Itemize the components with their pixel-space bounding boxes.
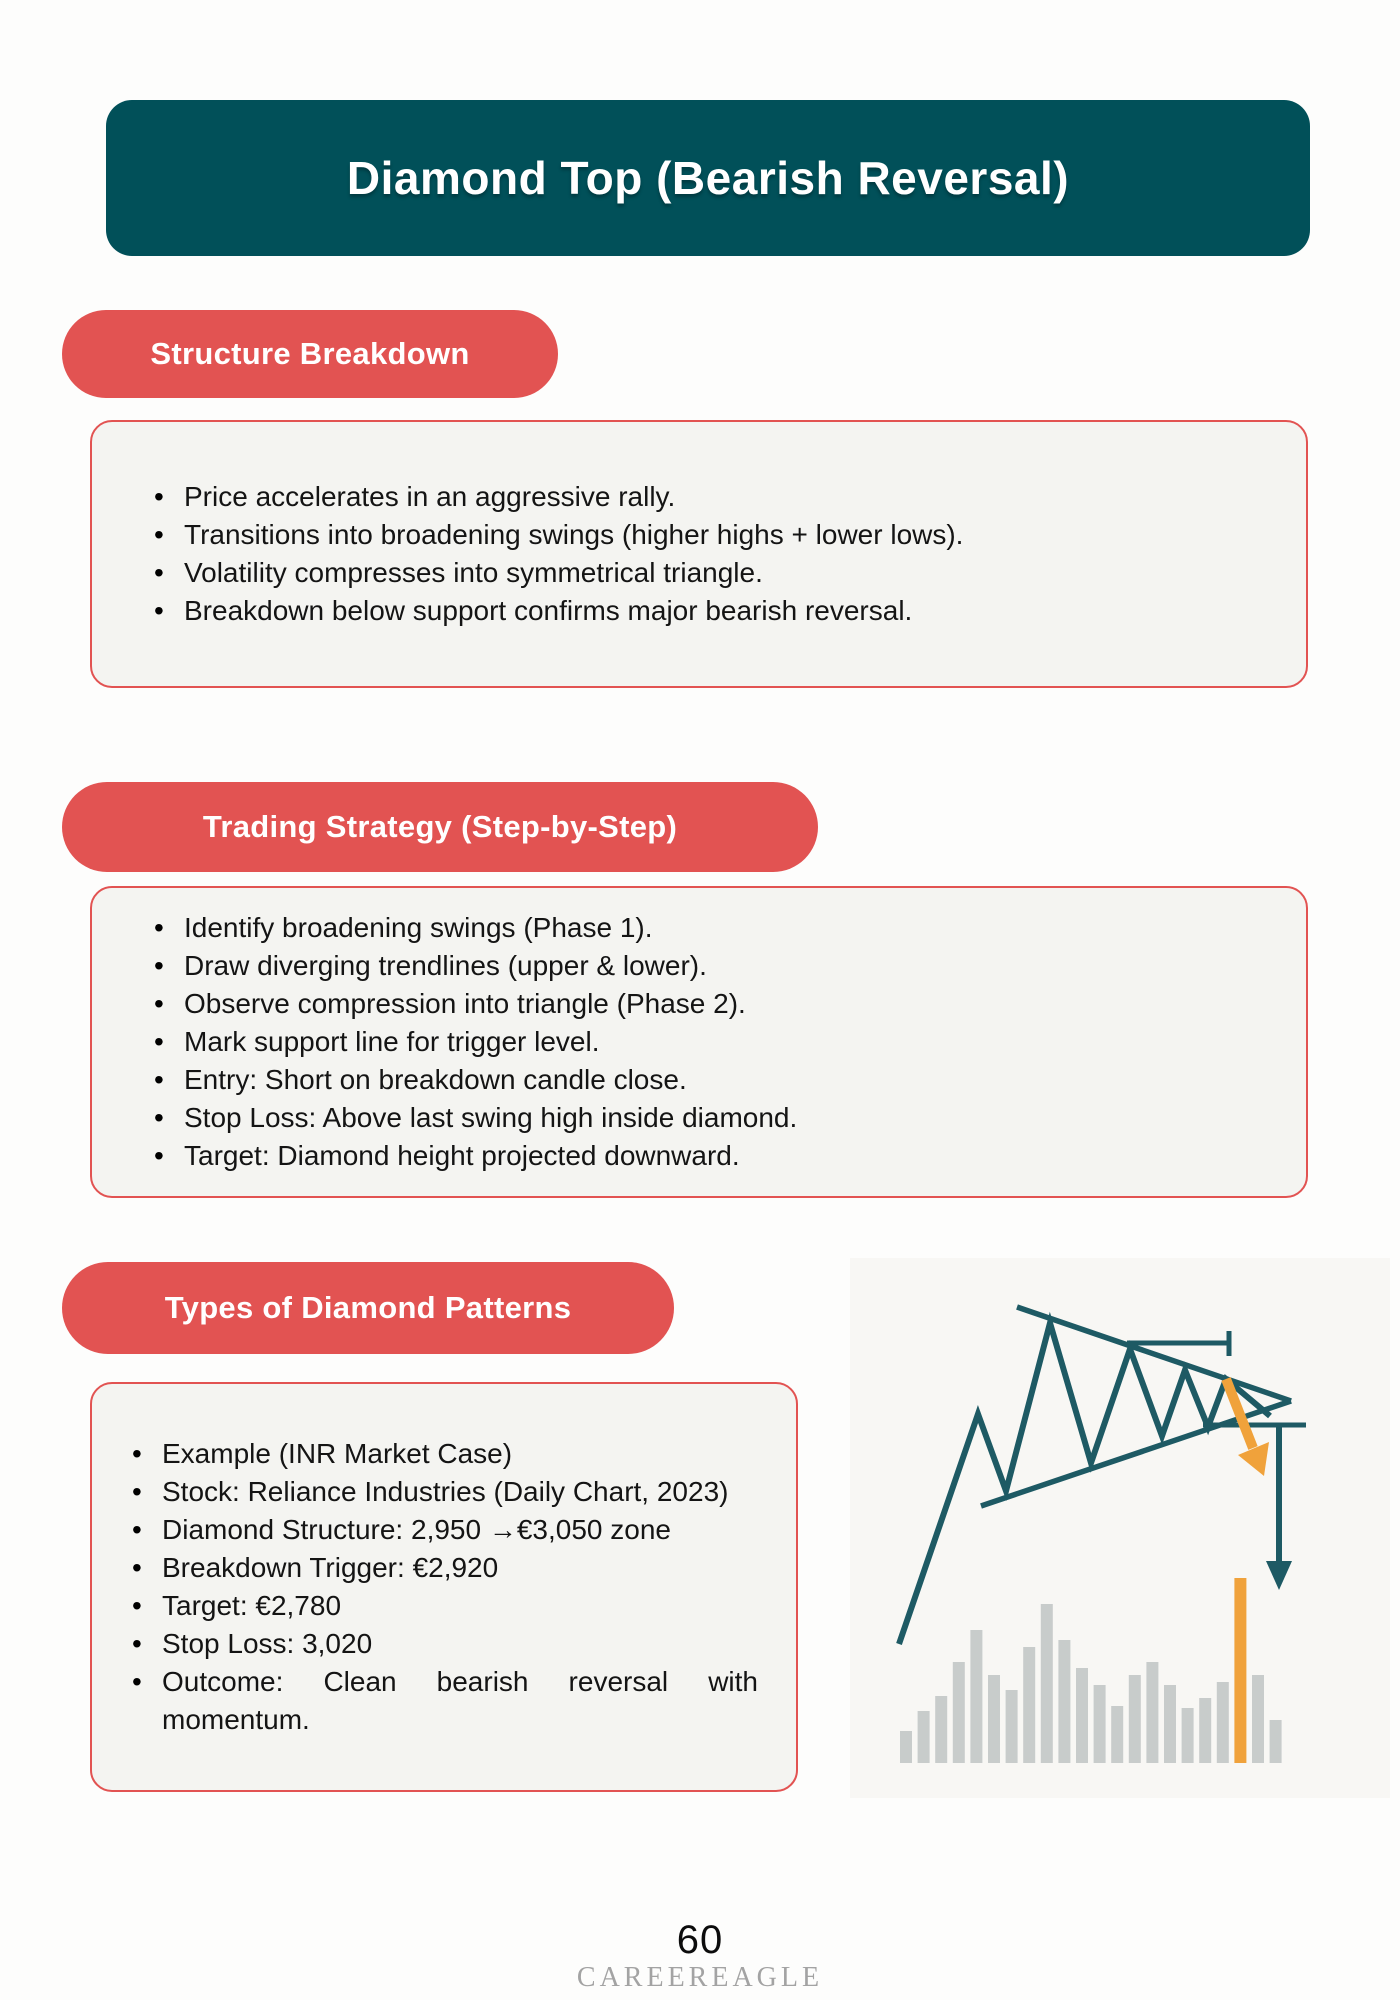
bullet-item: • Target: Diamond height projected downward. bbox=[150, 1137, 1246, 1175]
bullet-item: • Mark support line for trigger level. bbox=[150, 1023, 1246, 1061]
structure-breakdown-card bbox=[90, 420, 1308, 688]
title-banner bbox=[106, 100, 1310, 256]
section-pill-structure-breakdown bbox=[62, 310, 558, 398]
volume-bars bbox=[900, 1578, 1282, 1763]
bullet-item: • Breakdown Trigger: €2,920 bbox=[128, 1549, 758, 1587]
volume-bar bbox=[1252, 1675, 1264, 1763]
volume-bar bbox=[1023, 1647, 1035, 1763]
volume-bar bbox=[1041, 1604, 1053, 1763]
volume-bar bbox=[988, 1675, 1000, 1763]
volume-bar-breakdown bbox=[1234, 1578, 1246, 1763]
structure-breakdown-list bbox=[92, 478, 1306, 630]
volume-bar bbox=[953, 1662, 965, 1763]
example-case-list bbox=[92, 1435, 796, 1739]
volume-bar bbox=[1182, 1708, 1194, 1763]
volume-bar bbox=[1058, 1640, 1070, 1763]
volume-bar bbox=[1164, 1685, 1176, 1763]
bullet-item: • Observe compression into triangle (Phase 2). bbox=[150, 985, 1246, 1023]
volume-bar bbox=[1094, 1685, 1106, 1763]
brand-wordmark: CAREEREAGLE bbox=[576, 1962, 824, 1993]
volume-bar bbox=[1111, 1706, 1123, 1763]
bullet-item: • Price accelerates in an aggressive rally. bbox=[150, 478, 1246, 516]
bullet-item: • Identify broadening swings (Phase 1). bbox=[150, 909, 1246, 947]
volume-bar bbox=[935, 1696, 947, 1763]
volume-bar bbox=[1270, 1720, 1282, 1763]
section-label: Trading Strategy (Step-by-Step) bbox=[202, 809, 678, 844]
volume-bar bbox=[1006, 1690, 1018, 1763]
example-case-card bbox=[90, 1382, 798, 1792]
price-zigzag-line bbox=[899, 1323, 1270, 1644]
bullet-item: • Stop Loss: 3,020 bbox=[128, 1625, 758, 1663]
section-label: Types of Diamond Patterns bbox=[164, 1290, 572, 1325]
bullet-item: • Diamond Structure: 2,950 →€3,050 zone bbox=[128, 1511, 758, 1549]
volume-bar bbox=[900, 1731, 912, 1763]
bullet-item: • Stop Loss: Above last swing high inside diamond. bbox=[150, 1099, 1246, 1137]
trading-strategy-list bbox=[92, 909, 1306, 1175]
pattern-diagram-svg bbox=[850, 1258, 1390, 1798]
volume-bar bbox=[918, 1711, 930, 1763]
volume-bar bbox=[1199, 1698, 1211, 1763]
trading-strategy-card bbox=[90, 886, 1308, 1198]
diamond-top-pattern-illustration bbox=[850, 1258, 1390, 1798]
section-label: Structure Breakdown bbox=[150, 336, 470, 371]
section-pill-types-of-diamond-patterns bbox=[62, 1262, 674, 1354]
bullet-item: • Volatility compresses into symmetrical triangle. bbox=[150, 554, 1246, 592]
target-arrowhead-icon bbox=[1266, 1561, 1292, 1590]
bullet-item: • Stock: Reliance Industries (Daily Chart, 2023) bbox=[128, 1473, 758, 1511]
section-pill-trading-strategy bbox=[62, 782, 818, 872]
page-number: 60 bbox=[676, 1918, 724, 1962]
volume-bar bbox=[970, 1630, 982, 1763]
volume-bar bbox=[1129, 1675, 1141, 1763]
volume-bar bbox=[1217, 1682, 1229, 1763]
volume-bar bbox=[1146, 1662, 1158, 1763]
bullet-item: • Breakdown below support confirms major bearish reversal. bbox=[150, 592, 1246, 630]
page-title: Diamond Top (Bearish Reversal) bbox=[346, 152, 1070, 204]
bullet-item: • Example (INR Market Case) bbox=[128, 1435, 758, 1473]
volume-bar bbox=[1076, 1668, 1088, 1763]
bullet-item: • Target: €2,780 bbox=[128, 1587, 758, 1625]
bullet-item: • Transitions into broadening swings (higher highs + lower lows). bbox=[150, 516, 1246, 554]
bullet-item: • Draw diverging trendlines (upper & lower). bbox=[150, 947, 1246, 985]
bullet-item: • Entry: Short on breakdown candle close. bbox=[150, 1061, 1246, 1099]
bullet-item: • Outcome: Clean bearish reversal with momentum. bbox=[128, 1663, 758, 1739]
